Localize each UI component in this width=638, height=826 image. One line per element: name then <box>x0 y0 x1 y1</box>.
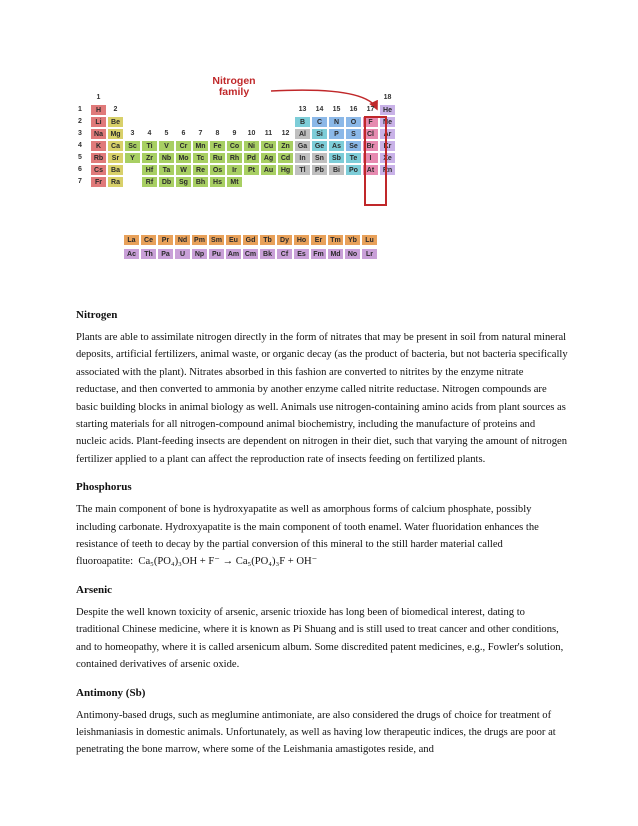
element-B: B <box>294 116 311 128</box>
group-number-11: 11 <box>264 130 273 137</box>
element-Po: Po <box>345 164 362 176</box>
element-Lu: Lu <box>361 234 378 246</box>
element-Pd: Pd <box>243 152 260 164</box>
group-number-18: 18 <box>383 94 392 101</box>
element-Cl: Cl <box>362 128 379 140</box>
element-Dy: Dy <box>276 234 293 246</box>
phosphorus-heading: Phosphorus <box>76 481 132 494</box>
element-Mt: Mt <box>226 176 243 188</box>
element-Pa: Pa <box>157 248 174 260</box>
element-Nd: Nd <box>174 234 191 246</box>
arsenic-heading: Arsenic <box>76 583 113 596</box>
fluoroapatite-equation: Ca₅(PO₄)₃OH + F⁻ → Ca₅(PO₄)₃F + OH⁻ <box>138 556 318 568</box>
element-Na: Na <box>90 128 107 140</box>
element-Cf: Cf <box>276 248 293 260</box>
element-Nb: Nb <box>158 152 175 164</box>
element-Ca: Ca <box>107 140 124 152</box>
element-Pu: Pu <box>208 248 225 260</box>
element-Eu: Eu <box>225 234 242 246</box>
element-Mo: Mo <box>175 152 192 164</box>
element-Ra: Ra <box>107 176 124 188</box>
element-Zr: Zr <box>141 152 158 164</box>
element-Kr: Kr <box>379 140 396 152</box>
element-Er: Er <box>310 234 327 246</box>
element-P: P <box>328 128 345 140</box>
element-Si: Si <box>311 128 328 140</box>
element-Mn: Mn <box>192 140 209 152</box>
element-Os: Os <box>209 164 226 176</box>
group-number-5: 5 <box>164 130 169 137</box>
element-Cr: Cr <box>175 140 192 152</box>
element-Ti: Ti <box>141 140 158 152</box>
element-Am: Am <box>225 248 242 260</box>
element-Sc: Sc <box>124 140 141 152</box>
element-Cm: Cm <box>242 248 259 260</box>
period-number-4: 4 <box>78 142 82 149</box>
period-number-6: 6 <box>78 166 82 173</box>
element-Ba: Ba <box>107 164 124 176</box>
element-Cd: Cd <box>277 152 294 164</box>
element-Sn: Sn <box>311 152 328 164</box>
nitrogen-paragraph: Plants are able to assimilate nitrogen directly in the form of nitrates that may be present in soil from natural mineral deposits, artificial fertilizers, animal waste, or organic decay (as the product of bacteria, but not bacteria specifically associated with the plant). Nitrates absorbed in this fashion are converted to nitrites by the enzyme nitrate reductase, and then converted to ammonia by another enzyme called nitrite reductase. Nitrogen compounds are basic building blocks in animal biology as well. Animals use nitrogen-containing amino acids from plant sources as starting materials for all nitrogen-compound animal biochemistry, including the manufacture of proteins and nucleic acids. Plant-feeding insects are dependent on nitrogen in their diet, such that varying the amount of nitrogen fertilizer applied to a plant can affect the reproduction rate of insects feeding on fertilized plants. <box>76 332 568 465</box>
period-number-7: 7 <box>78 178 82 185</box>
period-number-5: 5 <box>78 154 82 161</box>
group-number-17: 17 <box>366 106 375 113</box>
nitrogen-heading: Nitrogen <box>76 309 118 321</box>
element-Bi: Bi <box>328 164 345 176</box>
element-Ne: Ne <box>379 116 396 128</box>
element-I: I <box>362 152 379 164</box>
element-Se: Se <box>345 140 362 152</box>
element-V: V <box>158 140 175 152</box>
group-number-9: 9 <box>232 130 237 137</box>
element-Ar: Ar <box>379 128 396 140</box>
element-Xe: Xe <box>379 152 396 164</box>
element-Rn: Rn <box>379 164 396 176</box>
element-K: K <box>90 140 107 152</box>
element-N: N <box>328 116 345 128</box>
family-label-line-2: family <box>218 86 250 98</box>
phosphorus-text: The main component of bone is hydroxyapatite as well as amorphous forms of calcium phosphate, possibly including carbonate. Hydroxyapatite is the main component of tooth enamel. Water fluoridation enhances the resistance of teeth to decay by the partial conversion of this mineral to the still harder material called fluoroapatite: <box>76 504 539 568</box>
phosphorus-paragraph <box>76 501 568 571</box>
element-Fe: Fe <box>209 140 226 152</box>
element-Ga: Ga <box>294 140 311 152</box>
group-number-1: 1 <box>96 94 101 101</box>
element-La: La <box>123 234 140 246</box>
element-W: W <box>175 164 192 176</box>
group-number-12: 12 <box>281 130 290 137</box>
element-Sb: Sb <box>328 152 345 164</box>
element-Gd: Gd <box>242 234 259 246</box>
element-Li: Li <box>90 116 107 128</box>
element-Th: Th <box>140 248 157 260</box>
element-Rb: Rb <box>90 152 107 164</box>
element-Re: Re <box>192 164 209 176</box>
element-Es: Es <box>293 248 310 260</box>
element-Hg: Hg <box>277 164 294 176</box>
element-Ir: Ir <box>226 164 243 176</box>
group-number-7: 7 <box>198 130 203 137</box>
element-At: At <box>362 164 379 176</box>
period-number-2: 2 <box>78 118 82 125</box>
element-Tc: Tc <box>192 152 209 164</box>
element-Db: Db <box>158 176 175 188</box>
element-Y: Y <box>124 152 141 164</box>
element-Md: Md <box>327 248 344 260</box>
element-Ge: Ge <box>311 140 328 152</box>
element-Ru: Ru <box>209 152 226 164</box>
element-Tl: Tl <box>294 164 311 176</box>
element-Au: Au <box>260 164 277 176</box>
element-F: F <box>362 116 379 128</box>
element-Pm: Pm <box>191 234 208 246</box>
element-Ho: Ho <box>293 234 310 246</box>
group-number-8: 8 <box>215 130 220 137</box>
element-Bh: Bh <box>192 176 209 188</box>
element-Bk: Bk <box>259 248 276 260</box>
element-Hf: Hf <box>141 164 158 176</box>
element-Zn: Zn <box>277 140 294 152</box>
element-No: No <box>344 248 361 260</box>
element-As: As <box>328 140 345 152</box>
element-Ce: Ce <box>140 234 157 246</box>
element-Ni: Ni <box>243 140 260 152</box>
element-Sm: Sm <box>208 234 225 246</box>
element-C: C <box>311 116 328 128</box>
element-Hs: Hs <box>209 176 226 188</box>
element-Tb: Tb <box>259 234 276 246</box>
group-number-2: 2 <box>113 106 118 113</box>
element-Ag: Ag <box>260 152 277 164</box>
element-Fr: Fr <box>90 176 107 188</box>
group-number-10: 10 <box>247 130 256 137</box>
element-Np: Np <box>191 248 208 260</box>
element-Br: Br <box>362 140 379 152</box>
element-Al: Al <box>294 128 311 140</box>
element-Rf: Rf <box>141 176 158 188</box>
periodic-table-figure <box>76 76 451 271</box>
element-Be: Be <box>107 116 124 128</box>
arsenic-paragraph: Despite the well known toxicity of arsenic, arsenic trioxide has long been of biomedical interest, dating to traditional Chinese medicine, where it is known as Pi Shuang and is still used to treat cancer and other conditions, and to homeopathy, where it is called arsenicum album. Some discredited patent medicines, e.g., Fowler's solution, contained derivatives of arsenic oxide. <box>76 606 564 671</box>
antimony-heading: Antimony (Sb) <box>76 686 146 699</box>
antimony-paragraph: Antimony-based drugs, such as meglumine antimoniate, are also considered the drugs of choice for treatment of leishmaniasis in domestic animals. Unfortunately, as well as having low therapeutic indices, the drugs are poor at penetrating the bone marrow, where some of the Leishmania amastigotes reside, and <box>76 709 556 756</box>
element-Sr: Sr <box>107 152 124 164</box>
group-15-highlight <box>364 116 387 206</box>
element-Pb: Pb <box>311 164 328 176</box>
element-In: In <box>294 152 311 164</box>
group-number-14: 14 <box>315 106 324 113</box>
element-H: H <box>90 104 107 116</box>
element-Pt: Pt <box>243 164 260 176</box>
element-Cu: Cu <box>260 140 277 152</box>
period-number-1: 1 <box>78 106 82 113</box>
group-number-16: 16 <box>349 106 358 113</box>
element-Lr: Lr <box>361 248 378 260</box>
element-He: He <box>379 104 396 116</box>
element-U: U <box>174 248 191 260</box>
group-number-4: 4 <box>147 130 152 137</box>
element-O: O <box>345 116 362 128</box>
element-S: S <box>345 128 362 140</box>
element-Sg: Sg <box>175 176 192 188</box>
element-Rh: Rh <box>226 152 243 164</box>
element-Fm: Fm <box>310 248 327 260</box>
element-Te: Te <box>345 152 362 164</box>
element-Ac: Ac <box>123 248 140 260</box>
element-Tm: Tm <box>327 234 344 246</box>
group-number-13: 13 <box>298 106 307 113</box>
family-label-line-1: Nitrogen <box>212 75 256 87</box>
document-body <box>76 308 568 771</box>
element-Ta: Ta <box>158 164 175 176</box>
group-number-15: 15 <box>332 106 341 113</box>
element-Cs: Cs <box>90 164 107 176</box>
group-number-6: 6 <box>181 130 186 137</box>
period-number-3: 3 <box>78 130 82 137</box>
element-Pr: Pr <box>157 234 174 246</box>
element-Yb: Yb <box>344 234 361 246</box>
element-Co: Co <box>226 140 243 152</box>
group-number-3: 3 <box>130 130 135 137</box>
element-Mg: Mg <box>107 128 124 140</box>
